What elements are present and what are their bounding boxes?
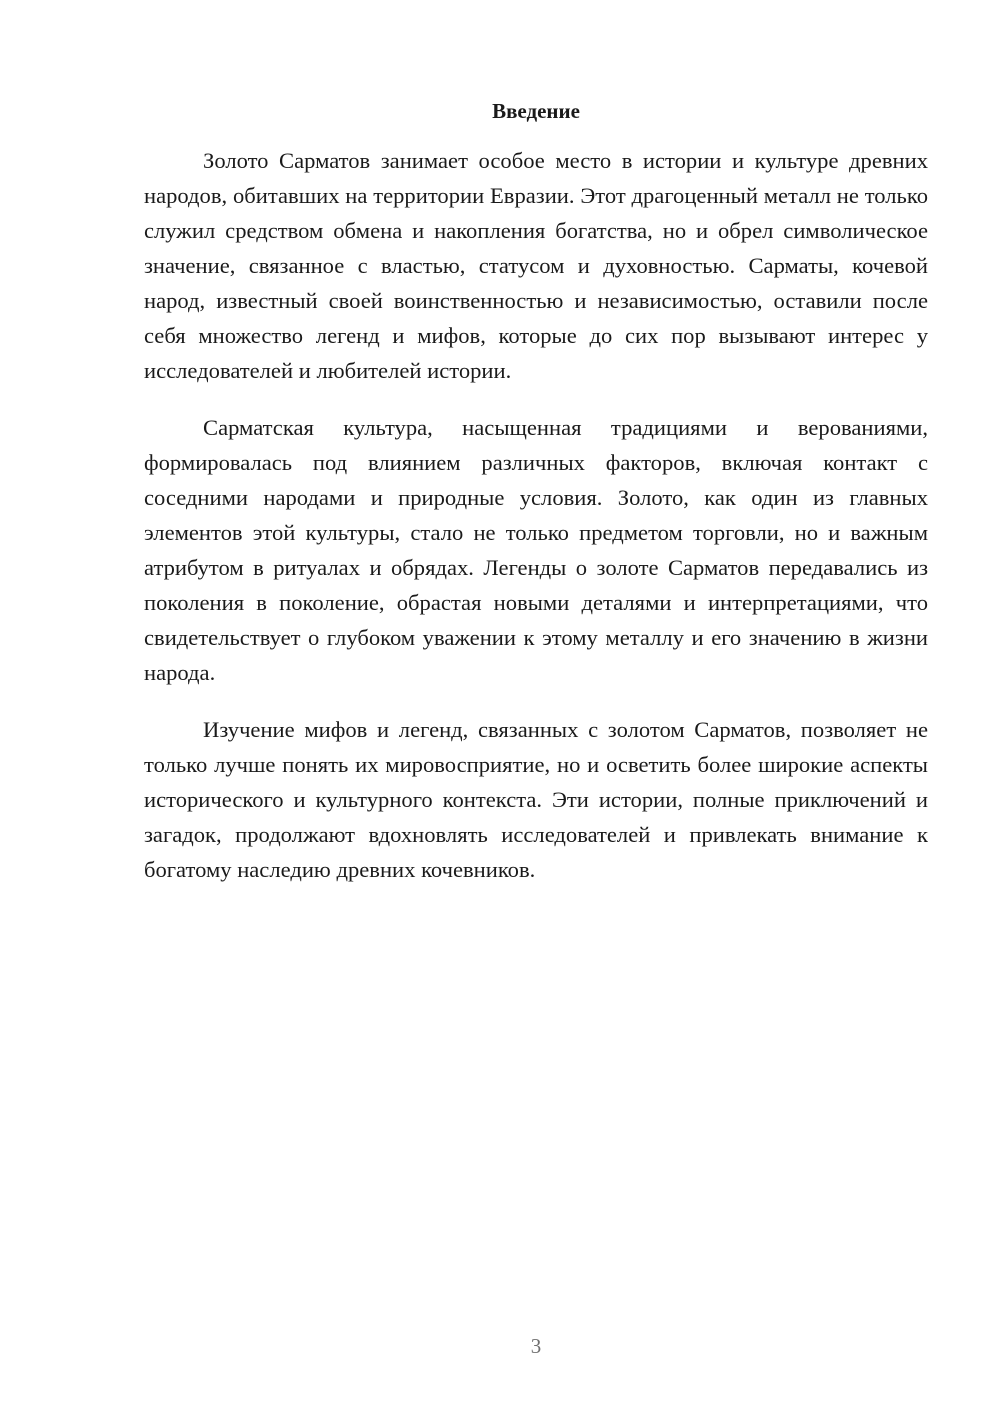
paragraph-3: Изучение мифов и легенд, связанных с золотом Сарматов, позволяет не только лучше понять их мировосприятие, но и осветить более широкие аспекты исторического и культурного контекста. Эти истории, полные приключений и загадок, продолжают вдохновлять исследователей и привлекать внимание к богатому наследию древних кочевников. (144, 717, 928, 882)
body-text (144, 143, 928, 909)
paragraph-1: Золото Сарматов занимает особое место в истории и культуре древних народов, обитавших на территории Евразии. Этот драгоценный металл не только служил средством обмена и накопления богатства, но и обрел символическое значение, связанное с властью, статусом и духовностью. Сарматы, кочевой народ, известный своей воинственностью и независимостью, оставили после себя множество легенд и мифов, которые до сих пор вызывают интерес у исследователей и любителей истории. (144, 148, 928, 383)
section-heading: Введение (492, 99, 580, 123)
page-number: 3 (530, 1334, 542, 1358)
paragraph-2: Сарматская культура, насыщенная традициями и верованиями, формировалась под влиянием различных факторов, включая контакт с соседними народами и природные условия. Золото, как один из главных элементов этой культуры, стало не только предметом торговли, но и важным атрибутом в ритуалах и обрядах. Легенды о золоте Сарматов передавались из поколения в поколение, обрастая новыми деталями и интерпретациями, что свидетельствует о глубоком уважении к этому металлу и его значению в жизни народа. (144, 415, 928, 685)
